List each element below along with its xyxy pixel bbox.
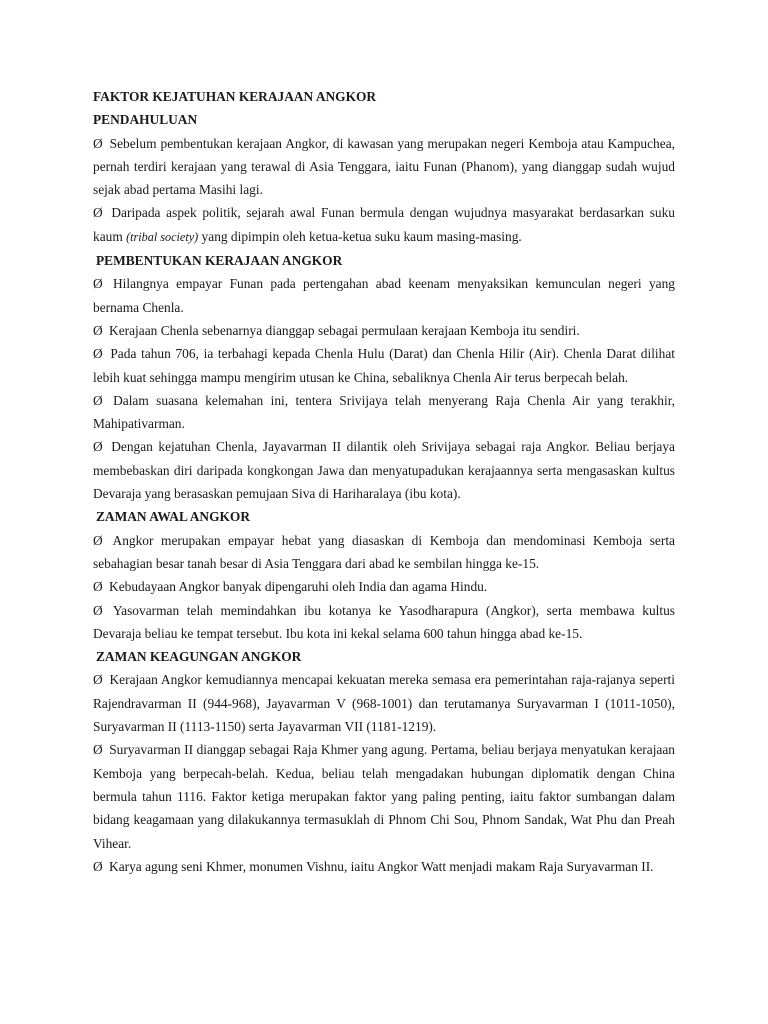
bullet-symbol: Ø <box>93 532 103 548</box>
bullet-symbol: Ø <box>93 439 103 455</box>
paragraph-text: Hilangnya empayar Funan pada pertengahan abad keenam menyaksikan kemunculan negeri yang bernama Chenla. <box>93 276 675 315</box>
paragraph-text: Kebudayaan Angkor banyak dipengaruhi oleh India dan agama Hindu. <box>109 579 488 595</box>
paragraph <box>93 529 675 576</box>
section-heading-zaman-keagungan: ZAMAN KEAGUNGAN ANGKOR <box>96 649 302 665</box>
section-heading-pembentukan: PEMBENTUKAN KERAJAAN ANGKOR <box>96 253 343 269</box>
bullet-symbol: Ø <box>93 322 103 338</box>
paragraph <box>93 599 675 646</box>
bullet-symbol: Ø <box>93 672 103 688</box>
paragraph <box>93 201 675 249</box>
paragraph-text: Angkor merupakan empayar hebat yang diasaskan di Kemboja dan mendominasi Kemboja serta sebahagian besar tanah besar di Asia Tenggara dari abad ke sembilan hingga ke-15. <box>93 532 676 571</box>
paragraph <box>93 575 675 598</box>
paragraph-text: Yasovarman telah memindahkan ibu kotanya ke Yasodharapura (Angkor), serta membawa kultus Devaraja beliau ke tempat tersebut. Ibu kota ini kekal selama 600 tahun hingga abad ke-15. <box>93 602 675 641</box>
paragraph-text: Karya agung seni Khmer, monumen Vishnu, iaitu Angkor Watt menjadi makam Raja Suryavarman II. <box>109 858 654 874</box>
bullet-symbol: Ø <box>93 346 103 362</box>
paragraph-text: Kerajaan Chenla sebenarnya dianggap sebagai permulaan kerajaan Kemboja itu sendiri. <box>109 322 580 338</box>
paragraph-text: yang dipimpin oleh ketua-ketua suku kaum masing-masing. <box>198 228 522 244</box>
paragraph <box>93 435 675 505</box>
section-heading-pendahuluan: PENDAHULUAN <box>93 112 198 128</box>
italic-term: (tribal society) <box>126 229 199 244</box>
section-heading-zaman-awal: ZAMAN AWAL ANGKOR <box>96 509 251 525</box>
paragraph <box>93 389 675 436</box>
paragraph <box>93 342 675 389</box>
bullet-symbol: Ø <box>93 205 103 221</box>
paragraph-text: Kerajaan Angkor kemudiannya mencapai kekuatan mereka semasa era pemerintahan raja-rajanya seperti Rajendravarman II (944-968), Jayavarman V (968-1001) dan terutamanya Suryavarman I (1011-1050), Suryavarman II (1113-1150) serta Jayavarman VII (1181-1219). <box>93 672 675 735</box>
bullet-symbol: Ø <box>93 135 103 151</box>
paragraph <box>93 319 675 342</box>
paragraph <box>93 132 675 202</box>
paragraph-text: Suryavarman II dianggap sebagai Raja Khmer yang agung. Pertama, beliau berjaya menyatukan kerajaan Kemboja yang berpecah-belah. Kedua, beliau telah mengadakan hubungan diplomatik dengan China bermula tahun 1116. Faktor ketiga merupakan faktor yang paling penting, iaitu faktor sumbangan dalam bidang keagamaan yang dilakukannya termasuklah di Phnom Chi Sou, Phnom Sandak, Wat Phu dan Preah Vihear. <box>93 742 675 851</box>
paragraph-text: Daripada aspek politik, sejarah awal Funan bermula dengan wujudnya masyarakat berdasarkan suku kaum <box>93 205 676 244</box>
paragraph <box>93 272 675 319</box>
paragraph <box>93 855 675 878</box>
paragraph <box>93 738 675 854</box>
bullet-symbol: Ø <box>93 602 103 618</box>
document-page <box>93 85 675 878</box>
paragraph-text: Sebelum pembentukan kerajaan Angkor, di kawasan yang merupakan negeri Kemboja atau Kampuchea, pernah terdiri kerajaan yang terawal di Asia Tenggara, iaitu Funan (Phanom), yang dianggap sudah wujud sejak abad pertama Masihi lagi. <box>93 135 675 198</box>
paragraph-text: Dengan kejatuhan Chenla, Jayavarman II dilantik oleh Srivijaya sebagai raja Angkor. Beliau berjaya membebaskan diri daripada kongkongan Jawa dan menyatupadukan kerajaannya serta mengasaskan kultus Devaraja yang berasaskan pemujaan Siva di Hariharalaya (ibu kota). <box>93 439 675 502</box>
document-title: FAKTOR KEJATUHAN KERAJAAN ANGKOR <box>93 89 377 104</box>
paragraph-text: Dalam suasana kelemahan ini, tentera Srivijaya telah menyerang Raja Chenla Air yang terakhir, Mahipativarman. <box>93 392 675 432</box>
bullet-symbol: Ø <box>93 392 103 408</box>
bullet-symbol: Ø <box>93 579 103 595</box>
bullet-symbol: Ø <box>93 858 103 874</box>
paragraph-text: Pada tahun 706, ia terbahagi kepada Chenla Hulu (Darat) dan Chenla Hilir (Air). Chenla Darat dilihat lebih kuat sehingga mampu mengirim utusan ke China, sebaliknya Chenla Air terus berpecah belah. <box>93 346 675 385</box>
paragraph <box>93 668 675 738</box>
bullet-symbol: Ø <box>93 742 103 758</box>
bullet-symbol: Ø <box>93 276 103 292</box>
